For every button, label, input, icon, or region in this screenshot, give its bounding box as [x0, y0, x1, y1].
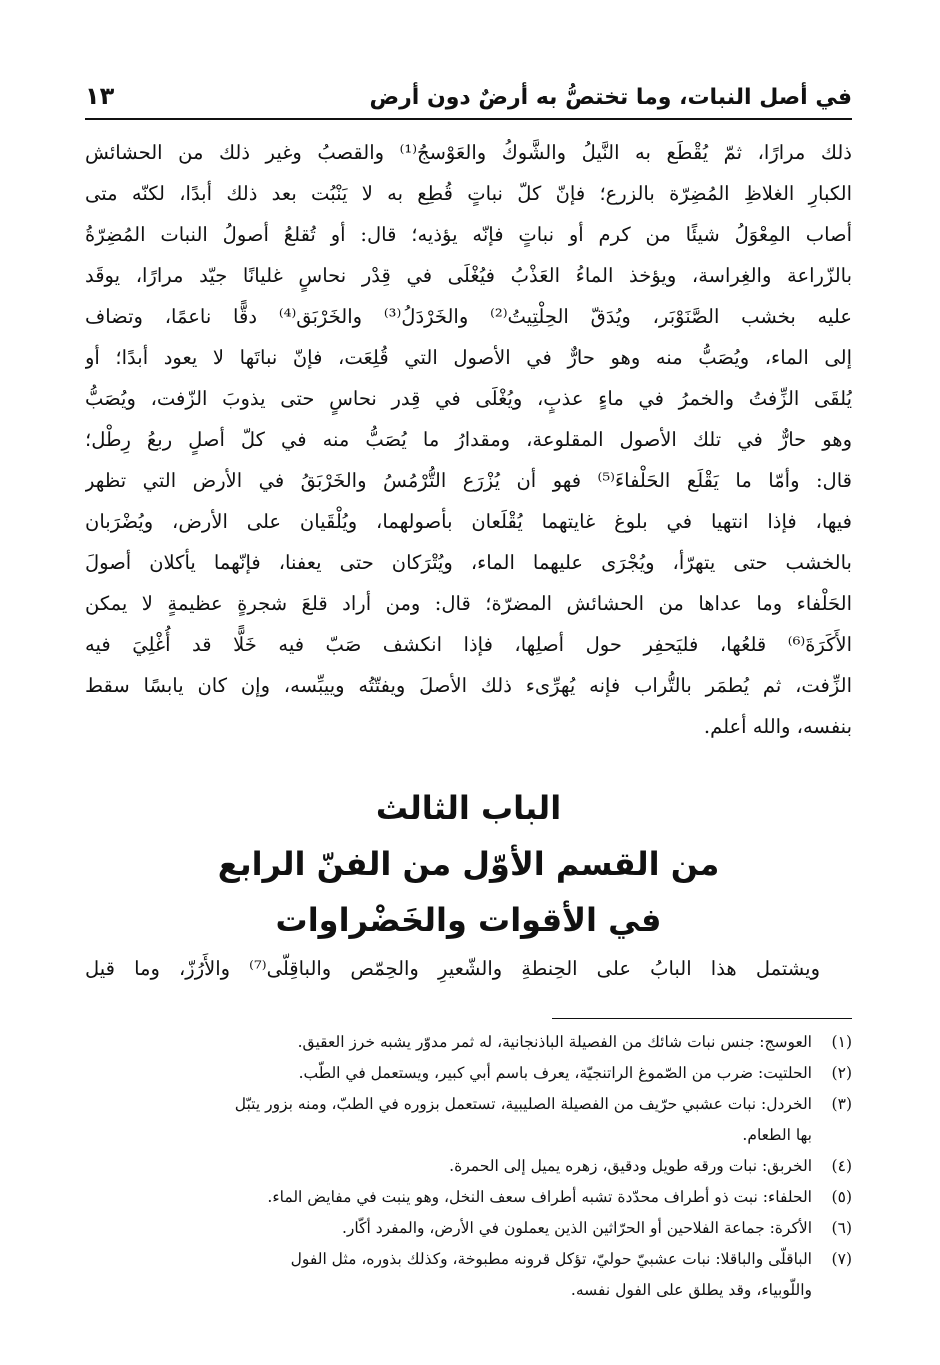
footnote-number: (١) [831, 1033, 852, 1051]
footnote-text: الأكرة: جماعة الفلاحين أو الحرّاثين الذين يعملون في الأرض، والمفرد أكّار. [341, 1219, 812, 1237]
chapter-title: الباب الثالث [375, 789, 562, 827]
footnotes [85, 1027, 852, 1306]
running-title: في أصل النبات، وما تختصُّ به أرضٌ دون أرض [369, 85, 852, 110]
footnote-text: واللّوبياء، وقد يطلق على الفول نفسه. [570, 1281, 812, 1299]
body-line: وهو حارٌّ في تلك الأصول المقلوعة، ومقدارُ ما يُصَبُّ منه في كلّ أصلٍ ربعُ رِطْل؛ [85, 428, 852, 451]
footnote-number: (٧) [831, 1250, 852, 1268]
body-line: الكبارِ الغلاظِ المُضِرّة بالزرع؛ فإنّ كلّ نباتٍ قُطِع به لا يَنْبُت بعد ذلك أبدًا، لكنّه متى [85, 182, 852, 205]
body-line: أصاب المِعْوَلُ شيئًا من كرم أو نباتٍ فإنّه يؤذيه؛ قال: أو تُقلعُ أصولُ النبات المُضِرّةُ [85, 223, 852, 246]
footnote-number: (٥) [831, 1188, 852, 1206]
body-line: الأَكَرَةَ⁽⁶⁾ قلعُها، فليَحفِر حول أصلِها، فإذا انكشف صَبّ فيه خَلًّا قد أُغْلِيَ فيه [85, 633, 852, 656]
header-rule [85, 118, 852, 120]
footnote [85, 1182, 852, 1213]
chapter-subtitle: من القسم الأوّل من الفنّ الرابع [217, 845, 720, 883]
footnote-rule [552, 1018, 852, 1019]
footnote [85, 1058, 852, 1089]
chapter-intro [85, 948, 820, 989]
footnote-continuation [85, 1275, 852, 1306]
footnote [85, 1151, 852, 1182]
body-line: يُلقَى الزِّفتُ والخمرُ في ماءٍ عذبٍ، ويُغْلَى في قِدر نحاسٍ حتى يذوبَ الزّفت، ويُصَبُّ [85, 387, 852, 410]
body-line: فيها، فإذا انتهيا في بلوغ غايتهما يُقْلَعان بأصولهما، ويُلْقَيان على الأرض، ويُضْرَبان [85, 510, 852, 533]
footnote-text: الخربق: نبات ورقه طويل ودقيق، زهره يميل إلى الحمرة. [449, 1157, 812, 1175]
body-line: عليه بخشب الصَّنَوْبَر، ويُدَقّ الحِلْتِيتُ⁽²⁾ والخَرْدَلُ⁽³⁾ والخَرْبَق⁽⁴⁾ دقًّا ناعمًا، وتضاف [85, 305, 852, 328]
footnote-text: بها الطعام. [742, 1126, 812, 1144]
body-text [85, 132, 852, 747]
intro-line: ويشتمل هذا البابُ على الحِنطةِ والشّعيرِ والحِمّص والباقِلّى⁽⁷⁾ والأَرُزّ، وما قيل [85, 957, 820, 980]
footnote-continuation [85, 1120, 852, 1151]
body-line: الحَلْفاء وما عداها من الحشائش المضرّة؛ قال: ومن أراد قلعَ شجرةٍ عظيمةٍ لا يمكن [85, 592, 852, 615]
chapter-topic: في الأقوات والخَضْراوات [275, 901, 662, 939]
body-line: بالخشب حتى يتهرّأ، ويُجْرَى عليهما الماء، ويُتْرَكان حتى يعفنا، فإنّهما يأكلان أصولَ [85, 551, 852, 574]
body-line: بالزّراعة والغِراسة، ويؤخذ الماءُ العَذْبُ فيُغْلَى في قِدْر نحاسٍ غليانًا جيّد مرارًا، يوقَد [85, 264, 852, 287]
footnote-text: الحلفاء: نبت ذو أطراف محدّدة تشبه أطراف سعف النخل، وهو ينبت في مفايض الماء. [267, 1188, 812, 1206]
footnote [85, 1244, 852, 1275]
footnote [85, 1089, 852, 1120]
footnote-number: (٣) [831, 1095, 852, 1113]
footnote-number: (٤) [831, 1157, 852, 1175]
footnote-number: (٢) [831, 1064, 852, 1082]
body-line: الزِّفت، ثم يُطمَر بالتُّراب فإنه يُهرِّىء ذلك الأصلَ ويفتّتُه وييبِّسه، وإن كان يابسًا سقط [85, 674, 852, 697]
running-header [85, 70, 852, 110]
chapter-heading [85, 780, 852, 948]
footnote-number: (٦) [831, 1219, 852, 1237]
body-line: قال: وأمّا ما يَقْلَع الحَلْفاءَ⁽⁵⁾ فهو أن يُزْرَع التُّرْمُسُ والخَرْبَقُ في الأرض التي تظهر [85, 469, 852, 492]
footnote-text: الباقلّى والباقلا: نبات عشبيّ حوليّ، تؤكل قرونه مطبوخة، وكذلك بذوره، مثل الفول [290, 1250, 812, 1268]
footnote-text: العوسج: جنس نبات شائك من الفصيلة الباذنجانية، له ثمر مدوّر يشبه خرز العقيق. [297, 1033, 812, 1051]
footnote [85, 1213, 852, 1244]
footnote-text: الخردل: نبات عشبي حرّيف من الفصيلة الصليبية، تستعمل بزوره في الطبّ، ومنه بزور يتبّل [234, 1095, 812, 1113]
page-number: ١٣ [85, 82, 115, 110]
body-line: ذلك مرارًا، ثمّ يُقْطَع به النَّيلُ والشَّوكُ والعَوْسجُ⁽¹⁾ والقصبُ وغير ذلك من الحشائش [85, 141, 852, 164]
footnote [85, 1027, 852, 1058]
body-line: بنفسه، والله أعلم. [703, 715, 852, 738]
footnote-text: الحلتيت: ضرب من الصّموغ الراتنجيّة، يعرف باسم أبي كبير، ويستعمل في الطّب. [298, 1064, 812, 1082]
body-line: إلى الماء، ويُصَبُّ منه وهو حارٌّ في الأصول التي قُلِعَت، فإنّ نباتَها لا يعود أبدًا؛ أو [85, 346, 852, 369]
